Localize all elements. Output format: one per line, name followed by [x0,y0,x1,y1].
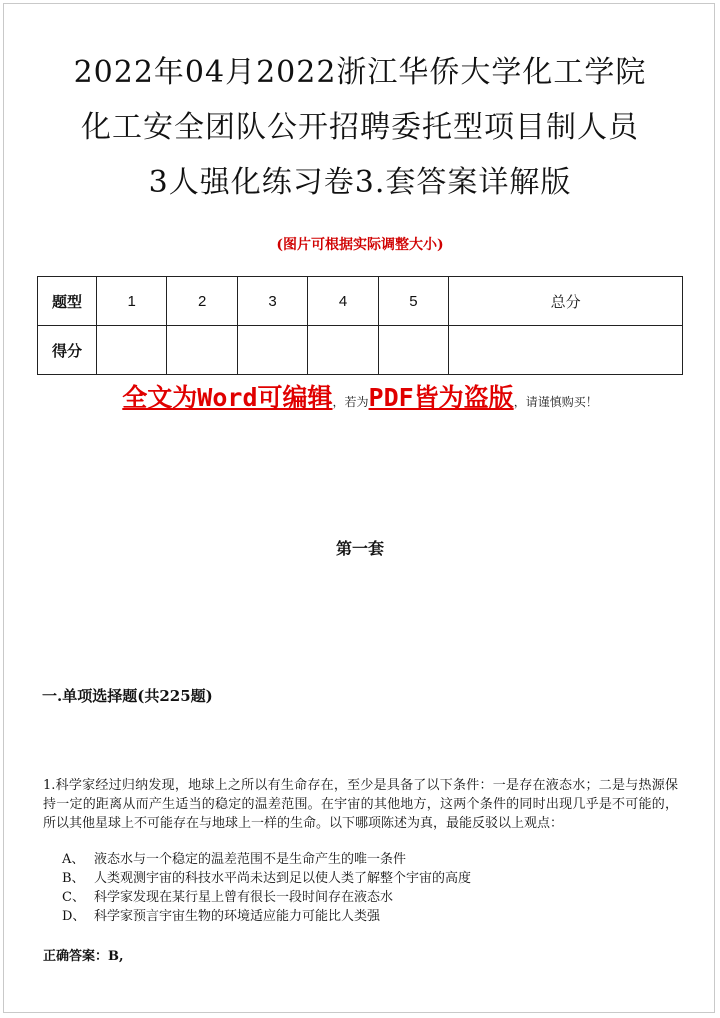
warning-careful: ，请谨慎购买！ [513,395,598,409]
option-d[interactable] [62,907,471,926]
score-header-label: 题型 [38,277,97,326]
score-col-4: 4 [308,277,378,326]
option-text: 人类观测宇宙的科技水平尚未达到足以使人类了解整个宇宙的高度 [94,871,472,886]
doc-title-line-2: 化工安全团队公开招聘委托型项目制人员 [81,110,639,145]
option-text: 科学家预言宇宙生物的环境适应能力可能比人类强 [94,909,381,924]
score-cell-2[interactable] [167,326,237,375]
score-table [37,276,683,375]
piracy-warning [0,378,720,414]
warning-if: ，若为 [332,395,369,409]
score-cell-total[interactable] [449,326,683,375]
score-cell-1[interactable] [97,326,167,375]
warning-pdf: PDF皆为盗版 [368,383,514,412]
option-key: A、 [62,852,85,867]
option-c[interactable] [62,888,471,907]
score-table-row [38,326,683,375]
section-heading: 一.单项选择题(共225题) [42,687,213,705]
score-col-1: 1 [97,277,167,326]
doc-title-line-1: 2022年04月2022浙江华侨大学化工学院 [73,55,647,90]
score-col-5: 5 [378,277,448,326]
score-table-header-row [38,277,683,326]
warning-editable: 全文为Word可编辑 [122,383,333,412]
score-cell-5[interactable] [378,326,448,375]
score-row-label: 得分 [38,326,97,375]
doc-title-line-3: 3人强化练习卷3.套答案详解版 [148,165,572,200]
option-b[interactable] [62,869,471,888]
correct-answer: 正确答案：B, [43,949,124,964]
option-key: B、 [62,871,85,886]
option-key: C、 [62,890,85,905]
score-col-total: 总分 [449,277,683,326]
score-cell-3[interactable] [237,326,307,375]
score-col-2: 2 [167,277,237,326]
option-key: D、 [62,909,86,924]
set-heading: 第一套 [335,539,384,558]
question-options [62,850,471,926]
score-cell-4[interactable] [308,326,378,375]
question-text: 1.科学家经过归纳发现，地球上之所以有生命存在，至少是具备了以下条件：一是存在液态水；二是与热源保持一定的距离从而产生适当的稳定的温差范围。在宇宙的其他地方，这两个条件的同时出现几乎是不可能的，所以其他星球上不可能存在与地球上一样的生命。以下哪项陈述为真，最能反驳以上观点： [43,778,678,831]
option-text: 液态水与一个稳定的温差范围不是生命产生的唯一条件 [94,852,407,867]
score-col-3: 3 [237,277,307,326]
option-text: 科学家发现在某行星上曾有很长一段时间存在液态水 [94,890,394,905]
option-a[interactable] [62,850,471,869]
image-resize-note: (图片可根据实际调整大小) [276,237,444,253]
